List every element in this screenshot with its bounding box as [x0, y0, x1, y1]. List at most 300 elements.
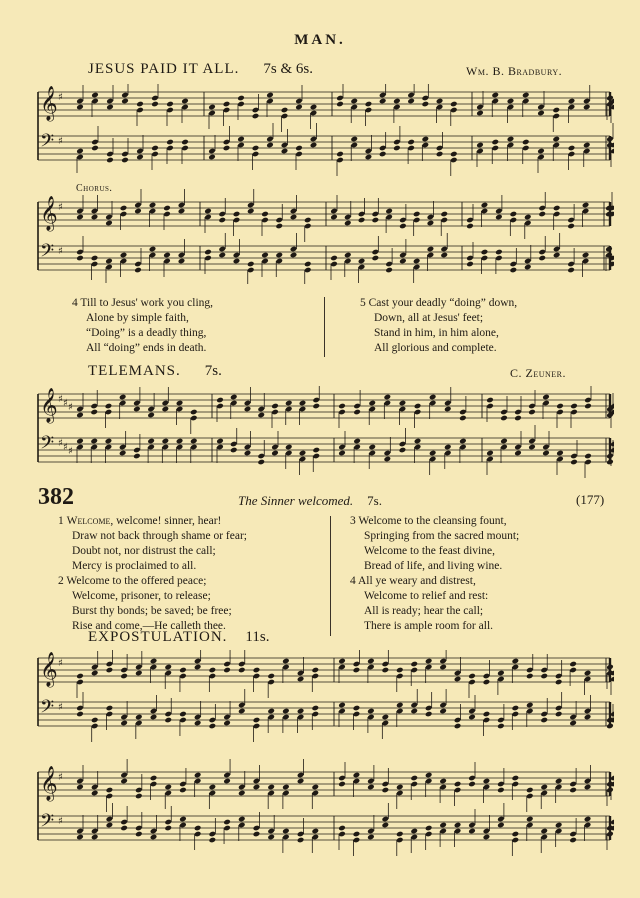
note-head — [450, 151, 458, 158]
note-head — [247, 208, 255, 215]
note-head — [414, 438, 422, 445]
note-head — [261, 252, 269, 259]
note-head — [528, 444, 536, 451]
note-head — [237, 95, 245, 102]
note-head — [353, 705, 361, 712]
note-head — [524, 214, 532, 221]
note-head — [135, 831, 143, 838]
note-head — [507, 136, 515, 143]
hymn-number: 382 — [38, 484, 74, 510]
verse-line: 4 All ye weary and distrest, — [350, 575, 476, 587]
note-head — [194, 825, 202, 832]
verse-line: All “doing” ends in death. — [86, 342, 207, 354]
note-head — [299, 400, 307, 407]
note-head — [330, 214, 338, 221]
note-head — [379, 98, 387, 105]
note-head — [149, 202, 157, 209]
note-head — [439, 778, 447, 785]
note-head — [410, 828, 418, 835]
note-head — [552, 136, 560, 143]
note-head — [439, 822, 447, 829]
note-head — [257, 459, 265, 466]
note-head — [338, 781, 346, 788]
note-head — [120, 252, 128, 259]
note-head — [166, 101, 174, 108]
note-head — [425, 772, 433, 779]
note-head — [178, 258, 186, 265]
note-head — [304, 217, 312, 224]
note-head — [76, 412, 84, 419]
note-head — [552, 107, 560, 114]
note-head — [285, 400, 293, 407]
note-head — [384, 394, 392, 401]
note-head — [312, 403, 320, 410]
note-head — [514, 450, 522, 457]
tune-title-jesus-paid-it-all — [88, 60, 313, 78]
note-head — [468, 828, 476, 835]
note-head — [120, 720, 128, 727]
note-head — [368, 400, 376, 407]
note-head — [238, 816, 246, 823]
note-head — [304, 261, 312, 268]
note-head — [230, 394, 238, 401]
verse-line: Welcome to the feast divine, — [364, 545, 495, 557]
note-head — [190, 438, 198, 445]
note-head — [90, 409, 98, 416]
hymn-title: The Sinner welcomed. — [238, 493, 354, 508]
note-head — [194, 720, 202, 727]
verse-line: Springing from the sacred mount; — [364, 530, 520, 542]
note-head — [162, 406, 170, 413]
note-head — [425, 825, 433, 832]
note-head — [569, 837, 577, 844]
note-head — [338, 658, 346, 665]
note-head — [176, 400, 184, 407]
note-head — [379, 151, 387, 158]
note-head — [483, 778, 491, 785]
note-head — [542, 450, 550, 457]
tune-composer: C. Zeuner. — [510, 366, 566, 380]
note-head — [481, 249, 489, 256]
key-signature-icon: ♯ — [58, 202, 63, 213]
note-head — [209, 784, 217, 791]
note-head — [106, 104, 114, 111]
note-head — [176, 438, 184, 445]
note-head — [338, 825, 346, 832]
note-head — [526, 816, 534, 823]
note-head — [605, 246, 613, 253]
note-head — [267, 784, 275, 791]
note-head — [495, 249, 503, 256]
note-head — [105, 220, 113, 227]
note-head — [555, 679, 563, 686]
note-head — [223, 101, 231, 108]
note-head — [150, 714, 158, 721]
note-head — [526, 673, 534, 680]
note-head — [338, 702, 346, 709]
note-head — [429, 450, 437, 457]
note-head — [297, 676, 305, 683]
tune-name: TELEMANS. — [88, 363, 181, 379]
note-head — [353, 667, 361, 674]
note-head — [555, 778, 563, 785]
note-head — [570, 403, 578, 410]
note-head — [179, 667, 187, 674]
hymn-verse-1: 1 Welcome, welcome! sinner, hear! Draw not back through shame or fear; Doubt not, nor distrust the call; Mercy is proclaimed to all. — [58, 515, 247, 572]
note-head — [507, 98, 515, 105]
note-head — [567, 223, 575, 230]
note-head — [121, 98, 129, 105]
note-head — [181, 98, 189, 105]
note-head — [514, 415, 522, 422]
treble-clef-icon: 𝄞 — [40, 388, 58, 423]
note-head — [194, 772, 202, 779]
section-title: MAN. — [294, 32, 346, 48]
score-svg — [34, 650, 614, 875]
verse-line: Mercy is proclaimed to all. — [72, 560, 197, 572]
note-head — [410, 661, 418, 668]
note-head — [500, 438, 508, 445]
note-head — [399, 447, 407, 454]
note-head — [440, 211, 448, 218]
note-head — [367, 658, 375, 665]
note-head — [164, 664, 172, 671]
key-signature-icon: ♯ — [68, 446, 73, 457]
note-head — [414, 403, 422, 410]
note-head — [216, 438, 224, 445]
note-head — [522, 139, 530, 146]
note-head — [106, 667, 114, 674]
note-head — [91, 670, 99, 677]
note-head — [164, 825, 172, 832]
verse-line: 5 Cast your deadly “doing” down, — [360, 297, 518, 309]
note-head — [91, 255, 99, 262]
note-head — [204, 249, 212, 256]
note-head — [106, 157, 114, 164]
note-head — [282, 784, 290, 791]
music-score-telemans — [34, 386, 614, 481]
note-head — [271, 403, 279, 410]
note-head — [312, 705, 320, 712]
verse-line: All glorious and complete. — [374, 342, 497, 354]
key-signature-icon: ♯ — [58, 394, 63, 405]
score-svg — [34, 84, 614, 284]
note-head — [310, 142, 318, 149]
key-signature-icon: ♯ — [58, 246, 63, 257]
verse-line: All is ready; hear the call; — [364, 605, 484, 617]
note-head — [365, 101, 373, 108]
note-head — [468, 781, 476, 788]
note-head — [495, 214, 503, 221]
music-staff — [38, 650, 614, 698]
note-head — [338, 450, 346, 457]
note-head — [372, 217, 380, 224]
verse-line: There is ample room for all. — [364, 620, 494, 632]
note-head — [486, 397, 494, 404]
verse-line: Alone by simple faith, — [86, 312, 189, 324]
note-head — [569, 787, 577, 794]
note-head — [468, 714, 476, 721]
note-head — [244, 450, 252, 457]
music-staff — [38, 689, 614, 742]
note-head — [281, 107, 289, 114]
note-head — [510, 267, 518, 274]
note-head — [365, 154, 373, 161]
note-head — [454, 781, 462, 788]
note-head — [542, 394, 550, 401]
note-head — [295, 104, 303, 111]
music-staff — [38, 123, 614, 176]
verse-line: Bread of life, and living wine. — [364, 560, 503, 572]
note-head — [459, 438, 467, 445]
note-head — [162, 438, 170, 445]
note-head — [330, 255, 338, 262]
note-head — [584, 816, 592, 823]
note-head — [422, 101, 430, 108]
note-head — [439, 664, 447, 671]
key-signature-icon: ♯ — [58, 702, 63, 713]
note-head — [106, 787, 114, 794]
note-head — [450, 101, 458, 108]
note-head — [336, 151, 344, 158]
note-head — [267, 708, 275, 715]
note-head — [540, 717, 548, 724]
note-head — [253, 667, 261, 674]
note-head — [121, 157, 129, 164]
note-head — [353, 772, 361, 779]
note-head — [312, 828, 320, 835]
note-head — [76, 711, 84, 718]
note-head — [427, 220, 435, 227]
note-head — [584, 670, 592, 677]
note-head — [120, 825, 128, 832]
note-head — [76, 214, 84, 221]
verse-line: Draw not back through shame or fear; — [72, 530, 247, 542]
note-head — [282, 828, 290, 835]
note-head — [310, 104, 318, 111]
note-head — [491, 139, 499, 146]
note-head — [91, 145, 99, 152]
key-signature-icon: ♯ — [58, 772, 63, 783]
note-head — [150, 834, 158, 841]
note-head — [285, 444, 293, 451]
note-head — [290, 214, 298, 221]
hymn-heading — [238, 492, 382, 510]
note-head — [252, 113, 260, 120]
verse-line: Welcome, prisoner, to release; — [72, 590, 211, 602]
note-head — [299, 450, 307, 457]
note-head — [297, 708, 305, 715]
column-divider — [324, 297, 325, 357]
page-number: (177) — [576, 492, 605, 507]
note-head — [483, 834, 491, 841]
note-head — [119, 450, 127, 457]
note-head — [459, 415, 467, 422]
note-head — [584, 784, 592, 791]
verse-4 — [72, 296, 213, 356]
note-head — [135, 670, 143, 677]
note-head — [384, 456, 392, 463]
note-head — [76, 673, 84, 680]
note-head — [297, 778, 305, 785]
note-head — [524, 264, 532, 271]
note-head — [238, 790, 246, 797]
note-head — [358, 217, 366, 224]
note-head — [91, 790, 99, 797]
note-head — [350, 98, 358, 105]
note-head — [396, 702, 404, 709]
note-head — [476, 110, 484, 117]
note-head — [223, 819, 231, 826]
note-head — [282, 658, 290, 665]
note-head — [244, 406, 252, 413]
note-head — [497, 787, 505, 794]
note-head — [253, 784, 261, 791]
note-head — [297, 837, 305, 844]
note-head — [76, 255, 84, 262]
note-head — [556, 403, 564, 410]
note-head — [150, 775, 158, 782]
note-head — [606, 459, 614, 466]
note-head — [238, 667, 246, 674]
note-head — [164, 784, 172, 791]
note-head — [178, 208, 186, 215]
note-head — [91, 214, 99, 221]
key-signature-icon: ♯ — [63, 398, 68, 409]
note-head — [382, 714, 390, 721]
note-head — [526, 702, 534, 709]
note-head — [290, 252, 298, 259]
key-signature-icon: ♯ — [68, 402, 73, 413]
treble-clef-icon: 𝄞 — [40, 86, 58, 121]
note-head — [91, 717, 99, 724]
tune-meter: 11s. — [245, 629, 270, 645]
note-head — [266, 142, 274, 149]
note-head — [582, 202, 590, 209]
note-head — [522, 92, 530, 99]
note-head — [233, 258, 241, 265]
note-head — [105, 403, 113, 410]
note-head — [194, 664, 202, 671]
note-head — [466, 223, 474, 230]
note-head — [247, 261, 255, 268]
note-head — [147, 438, 155, 445]
key-signature-icon: ♯ — [58, 136, 63, 147]
key-signature-icon: ♯ — [63, 442, 68, 453]
hymn-verse-3 — [350, 514, 519, 574]
note-head — [257, 412, 265, 419]
note-head — [538, 211, 546, 218]
note-head — [106, 822, 114, 829]
note-head — [440, 252, 448, 259]
treble-clef-icon: 𝄞 — [40, 766, 58, 801]
chorus-label: Chorus. — [76, 183, 113, 194]
note-head — [425, 658, 433, 665]
note-head — [399, 400, 407, 407]
note-head — [179, 711, 187, 718]
note-head — [134, 208, 142, 215]
note-head — [555, 711, 563, 718]
note-head — [454, 723, 462, 730]
note-head — [190, 409, 198, 416]
note-head — [223, 145, 231, 152]
music-staff — [38, 189, 614, 242]
note-head — [584, 453, 592, 460]
note-head — [399, 258, 407, 265]
note-head — [512, 705, 520, 712]
note-head — [422, 136, 430, 143]
note-head — [476, 142, 484, 149]
note-head — [568, 145, 576, 152]
note-head — [136, 101, 144, 108]
note-head — [569, 720, 577, 727]
note-head — [275, 223, 283, 230]
note-head — [584, 403, 592, 410]
note-head — [537, 148, 545, 155]
note-head — [486, 450, 494, 457]
note-head — [266, 92, 274, 99]
note-head — [233, 211, 241, 218]
tune-name: JESUS PAID IT ALL. — [88, 61, 240, 77]
note-head — [582, 252, 590, 259]
note-head — [238, 708, 246, 715]
hymn-meter: 7s. — [367, 493, 382, 508]
note-head — [512, 658, 520, 665]
bass-clef-icon: 𝄢 — [40, 433, 55, 458]
key-signature-icon: ♯ — [58, 92, 63, 103]
key-signature-icon: ♯ — [58, 658, 63, 669]
music-staff — [38, 803, 614, 856]
note-head — [382, 822, 390, 829]
note-head — [393, 98, 401, 105]
score-svg — [34, 386, 614, 481]
note-head — [538, 255, 546, 262]
note-head — [120, 778, 128, 785]
note-head — [540, 784, 548, 791]
music-staff — [38, 425, 614, 478]
note-head — [312, 447, 320, 454]
note-head — [413, 211, 421, 218]
verse-line: 2 Welcome to the offered peace; — [58, 575, 207, 587]
note-head — [483, 679, 491, 686]
note-head — [353, 831, 361, 838]
note-head — [223, 667, 231, 674]
note-head — [606, 723, 614, 730]
note-head — [584, 714, 592, 721]
note-head — [312, 784, 320, 791]
note-head — [372, 255, 380, 262]
note-head — [149, 246, 157, 253]
note-head — [230, 447, 238, 454]
verse-line: 4 Till to Jesus' work you cling, — [72, 297, 214, 309]
note-head — [410, 775, 418, 782]
note-head — [410, 708, 418, 715]
tune-title-telemans — [88, 362, 222, 380]
key-signature-icon: ♯ — [58, 816, 63, 827]
note-head — [583, 142, 591, 149]
note-head — [444, 406, 452, 413]
note-head — [295, 145, 303, 152]
hymn-verse-2 — [58, 574, 232, 634]
note-head — [163, 252, 171, 259]
tune-meter: 7s. — [204, 363, 222, 379]
note-head — [497, 723, 505, 730]
note-head — [150, 658, 158, 665]
note-head — [353, 438, 361, 445]
music-staff — [38, 233, 614, 284]
treble-clef-icon: 𝄞 — [40, 196, 58, 231]
note-head — [385, 208, 393, 215]
